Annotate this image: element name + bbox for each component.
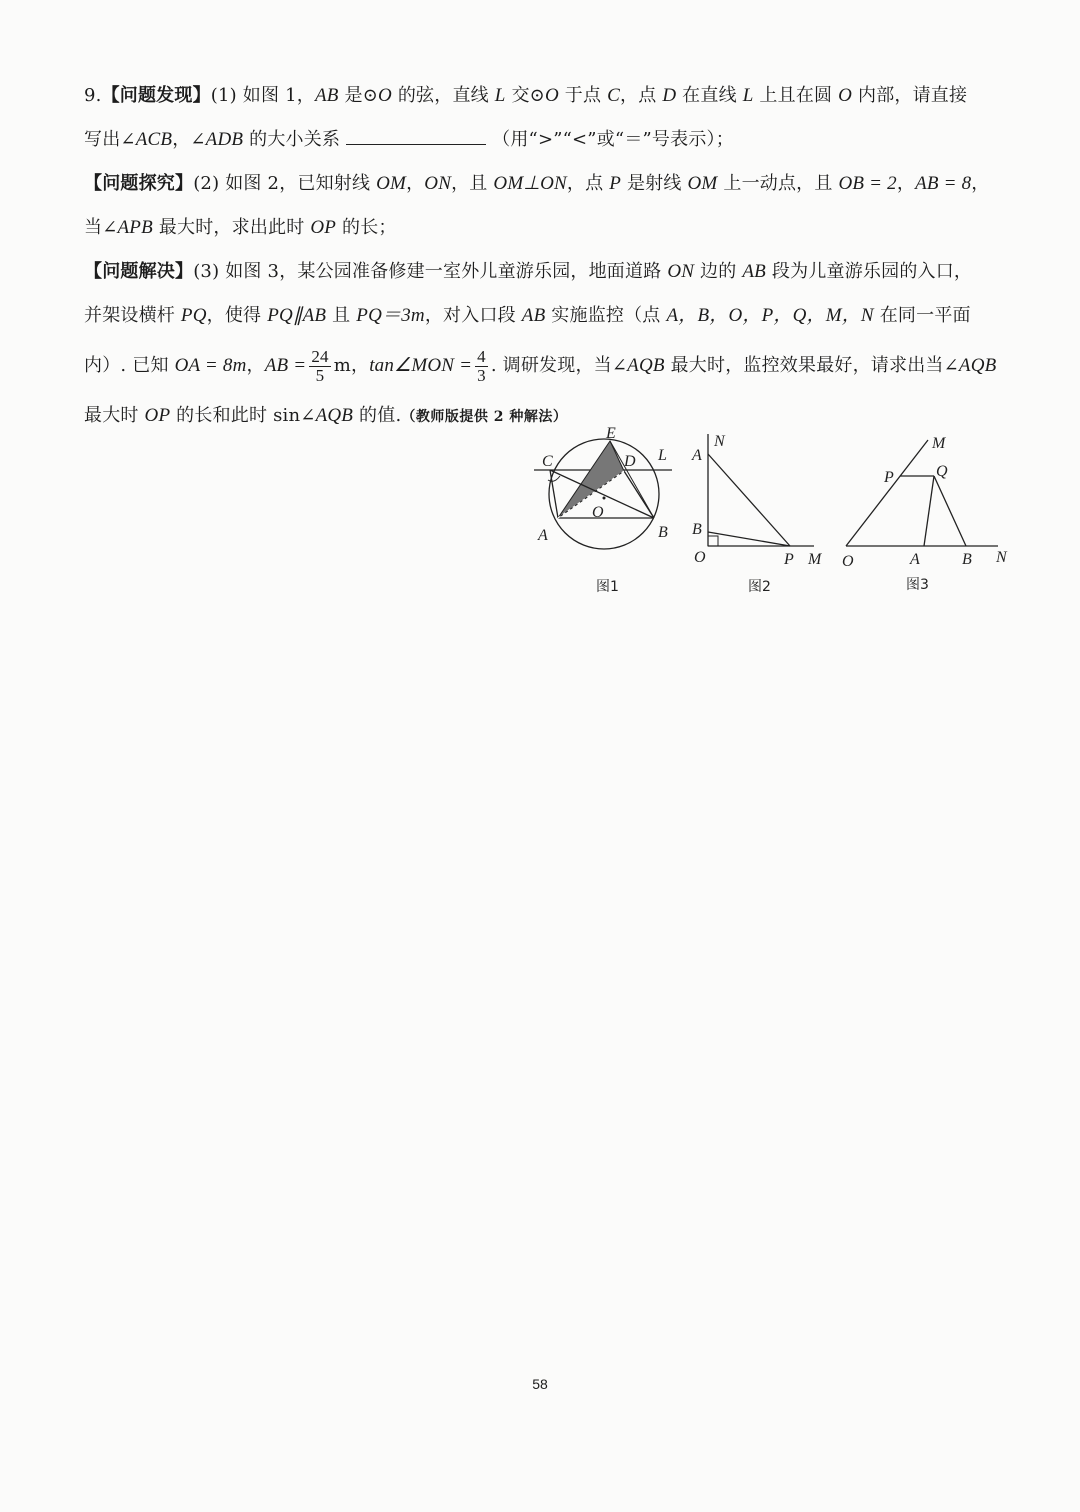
math: PQ∥AB bbox=[267, 305, 327, 326]
figure-1-caption: 图1 bbox=[596, 579, 619, 595]
text: 最大时 bbox=[84, 405, 145, 426]
teacher-note: （教师版提供 2 种解法） bbox=[401, 409, 568, 425]
answer-blank[interactable] bbox=[346, 126, 486, 145]
label-a: A bbox=[692, 447, 702, 464]
part3-line3 bbox=[84, 338, 1014, 394]
text: 是⊙ bbox=[338, 85, 379, 106]
math: AB = 8 bbox=[915, 173, 972, 194]
text: （用“>”“<”或“＝”号表示）； bbox=[492, 129, 734, 150]
figure-3 bbox=[836, 424, 1016, 599]
math: OP bbox=[310, 217, 337, 238]
part1-heading: 【问题发现】 bbox=[101, 85, 211, 106]
denominator: 5 bbox=[315, 365, 325, 385]
text: ， bbox=[246, 355, 265, 376]
label-b: B bbox=[692, 521, 702, 538]
label-c: C bbox=[542, 453, 553, 470]
label-o: O bbox=[592, 504, 604, 521]
segment-ap bbox=[708, 454, 790, 546]
math: O bbox=[544, 85, 559, 106]
math: ADB bbox=[205, 129, 244, 150]
text: ，点 bbox=[566, 173, 610, 194]
text: 最大时，监控效果最好，请求出当∠ bbox=[664, 355, 959, 376]
text: 实施监控（点 bbox=[545, 305, 667, 326]
segment-qa bbox=[924, 476, 934, 546]
text: ，∠ bbox=[172, 129, 206, 150]
text: 边的 bbox=[694, 261, 743, 282]
text: (1) 如图 1， bbox=[210, 85, 315, 106]
text: 内）. 已知 bbox=[84, 355, 175, 376]
ray-om bbox=[846, 440, 928, 546]
math: OP bbox=[144, 405, 171, 426]
text: 的长； bbox=[336, 217, 397, 238]
math: OM bbox=[376, 173, 407, 194]
text: 当∠ bbox=[84, 217, 118, 238]
center-dot bbox=[603, 497, 606, 500]
math: D bbox=[662, 85, 677, 106]
math: PQ＝3m bbox=[356, 305, 425, 326]
math: AB bbox=[314, 85, 339, 106]
label-d: D bbox=[624, 453, 636, 470]
math: A，B，O，P，Q，M，N bbox=[666, 305, 874, 326]
math: L bbox=[494, 85, 506, 106]
math: C bbox=[607, 85, 621, 106]
text: 在直线 bbox=[676, 85, 743, 106]
label-e: E bbox=[606, 425, 616, 442]
text: ， bbox=[971, 173, 990, 194]
label-m: M bbox=[808, 551, 822, 568]
text: 写出∠ bbox=[84, 129, 136, 150]
label-m: M bbox=[932, 435, 946, 452]
text: ，点 bbox=[620, 85, 663, 106]
segment-qb bbox=[934, 476, 966, 546]
label-o: O bbox=[842, 553, 854, 570]
label-b: B bbox=[962, 551, 972, 568]
text: 最大时，求出此时 bbox=[152, 217, 311, 238]
denominator: 3 bbox=[477, 365, 486, 385]
text: 内部，请直接 bbox=[852, 85, 968, 106]
label-p: P bbox=[884, 469, 894, 486]
math: AB bbox=[742, 261, 766, 282]
figure-2-caption: 图2 bbox=[748, 579, 771, 595]
text: (3) 如图 3，某公园准备修建一室外儿童游乐园，地面道路 bbox=[193, 261, 668, 282]
label-a: A bbox=[910, 551, 920, 568]
math: ON bbox=[667, 261, 695, 282]
text: ，使得 bbox=[206, 305, 268, 326]
math: AQB bbox=[315, 405, 354, 426]
text: 是射线 bbox=[621, 173, 688, 194]
text: ， bbox=[351, 355, 370, 376]
part3-line2 bbox=[84, 294, 1014, 338]
text: 段为儿童游乐园的入口， bbox=[766, 261, 973, 282]
text: (2) 如图 2，已知射线 bbox=[193, 173, 377, 194]
part2-line1 bbox=[84, 162, 1014, 206]
text: 并架设横杆 bbox=[84, 305, 181, 326]
text: 上且在圆 bbox=[753, 85, 839, 106]
problem-9 bbox=[84, 74, 1014, 438]
math: OM bbox=[687, 173, 718, 194]
right-angle-mark bbox=[708, 536, 718, 546]
math: O bbox=[378, 85, 392, 106]
fraction-4-3 bbox=[475, 348, 488, 385]
math: ACB bbox=[135, 129, 173, 150]
part1-line2 bbox=[84, 118, 1014, 162]
angle-mark-c bbox=[548, 476, 560, 481]
math: AB bbox=[521, 305, 546, 326]
math: L bbox=[742, 85, 754, 106]
text: 的弦，直线 bbox=[391, 85, 495, 106]
text: 的长和此时 sin∠ bbox=[170, 405, 316, 426]
label-n: N bbox=[714, 433, 725, 450]
math: OB = 2 bbox=[838, 173, 897, 194]
math: APB bbox=[117, 217, 153, 238]
text: ， bbox=[406, 173, 425, 194]
label-a: A bbox=[538, 527, 548, 544]
text: 上一动点，且 bbox=[717, 173, 839, 194]
part3-line1 bbox=[84, 250, 1014, 294]
figure-1 bbox=[530, 424, 690, 599]
label-l: L bbox=[658, 447, 667, 464]
part1-line1 bbox=[84, 74, 1014, 118]
math: OM⊥ON bbox=[493, 173, 567, 194]
label-n: N bbox=[996, 549, 1007, 566]
math: O bbox=[838, 85, 853, 106]
problem-number: 9. bbox=[84, 85, 102, 106]
unit: m bbox=[333, 355, 351, 376]
figure-2 bbox=[686, 424, 836, 599]
part2-line2 bbox=[84, 206, 1014, 250]
math: ON bbox=[424, 173, 452, 194]
label-p: P bbox=[784, 551, 794, 568]
part3-heading: 【问题解决】 bbox=[84, 261, 194, 282]
segment-bp bbox=[708, 532, 790, 546]
numerator: 24 bbox=[311, 346, 329, 366]
text: 的值. bbox=[353, 405, 402, 426]
text: 于点 bbox=[558, 85, 608, 106]
math: OA = 8m bbox=[174, 355, 247, 376]
numerator: 4 bbox=[477, 346, 486, 366]
math: AB = bbox=[264, 355, 307, 376]
text: ， bbox=[896, 173, 916, 194]
page-number: 58 bbox=[532, 1376, 548, 1392]
text: . 调研发现，当∠ bbox=[490, 355, 628, 376]
label-o: O bbox=[694, 549, 706, 566]
math: P bbox=[609, 173, 622, 194]
part2-heading: 【问题探究】 bbox=[84, 173, 194, 194]
math: tan∠MON = bbox=[369, 355, 473, 376]
text: 在同一平面 bbox=[873, 305, 971, 326]
text: 的大小关系 bbox=[243, 129, 341, 150]
math: AQB bbox=[958, 355, 997, 376]
text: ，且 bbox=[451, 173, 494, 194]
figure-3-caption: 图3 bbox=[906, 577, 929, 593]
math: AQB bbox=[627, 355, 665, 376]
label-b: B bbox=[658, 524, 668, 541]
label-q: Q bbox=[936, 463, 948, 480]
text: ，对入口段 bbox=[424, 305, 522, 326]
fraction-24-5 bbox=[309, 348, 330, 385]
math: PQ bbox=[180, 305, 207, 326]
text: 交⊙ bbox=[505, 85, 545, 106]
text: 且 bbox=[326, 305, 357, 326]
